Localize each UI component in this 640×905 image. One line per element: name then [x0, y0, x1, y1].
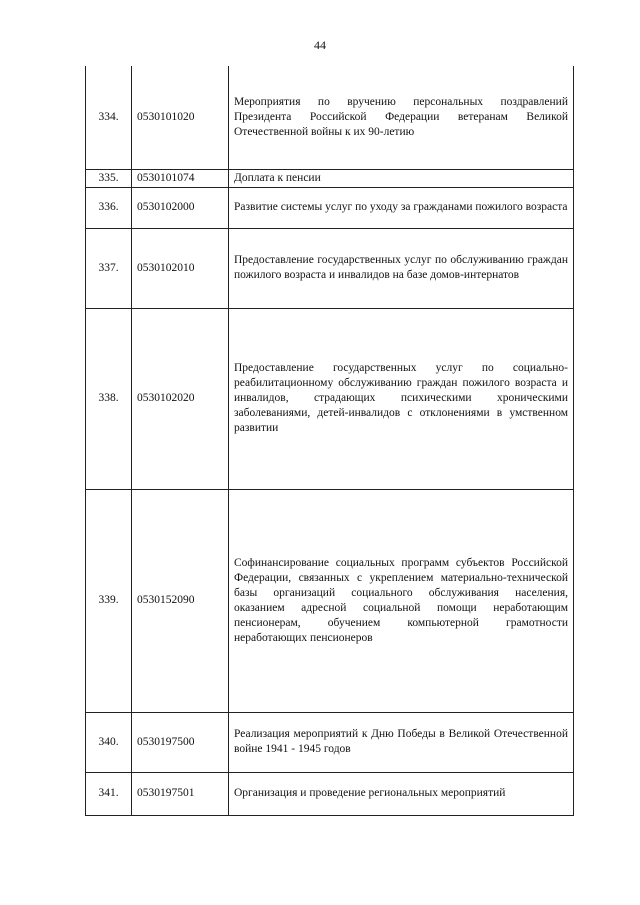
classification-code: 0530102010: [132, 228, 229, 308]
row-description: Реализация мероприятий к Дню Победы в Великой Отечественной войне 1941 - 1945 годов: [229, 712, 574, 772]
page-number: 44: [314, 38, 326, 52]
budget-classification-table: [85, 66, 574, 816]
row-number: 341.: [86, 772, 132, 815]
classification-code: 0530197500: [132, 712, 229, 772]
row-number: 334.: [86, 66, 132, 169]
row-number: 340.: [86, 712, 132, 772]
row-description: Развитие системы услуг по уходу за гражданами пожилого возраста: [229, 187, 574, 228]
row-description: Мероприятия по вручению персональных поздравлений Президента Российской Федерации ветеранам Великой Отечественной войны к их 90-летию: [229, 66, 574, 169]
table-row: [86, 66, 574, 169]
classification-code: 0530101074: [132, 169, 229, 187]
row-number: 337.: [86, 228, 132, 308]
classification-code: 0530152090: [132, 489, 229, 712]
row-number: 335.: [86, 169, 132, 187]
table-row: [86, 228, 574, 308]
table-row: [86, 308, 574, 489]
table-row: [86, 187, 574, 228]
row-description: Доплата к пенсии: [229, 169, 574, 187]
row-description: Предоставление государственных услуг по социально-реабилитационному обслуживанию граждан пожилого возраста и инвалидов, страдающих психическими хроническими заболеваниями, детей-инвалидов с отклонениями в умственном развитии: [229, 308, 574, 489]
classification-code: 0530102000: [132, 187, 229, 228]
classification-code: 0530197501: [132, 772, 229, 815]
row-number: 339.: [86, 489, 132, 712]
row-number: 336.: [86, 187, 132, 228]
table-row: [86, 489, 574, 712]
row-description: Организация и проведение региональных мероприятий: [229, 772, 574, 815]
table-row: [86, 169, 574, 187]
classification-code: 0530101020: [132, 66, 229, 169]
classification-code: 0530102020: [132, 308, 229, 489]
table-row: [86, 772, 574, 815]
table-row: [86, 712, 574, 772]
row-description: Предоставление государственных услуг по обслуживанию граждан пожилого возраста и инвалидов на базе домов-интернатов: [229, 228, 574, 308]
row-description: Софинансирование социальных программ субъектов Российской Федерации, связанных с укреплением материально-технической базы организаций социального обслуживания населения, оказанием адресной социальной помощи неработающим пенсионерам, обучением компьютерной грамотности неработающих пенсионеров: [229, 489, 574, 712]
row-number: 338.: [86, 308, 132, 489]
